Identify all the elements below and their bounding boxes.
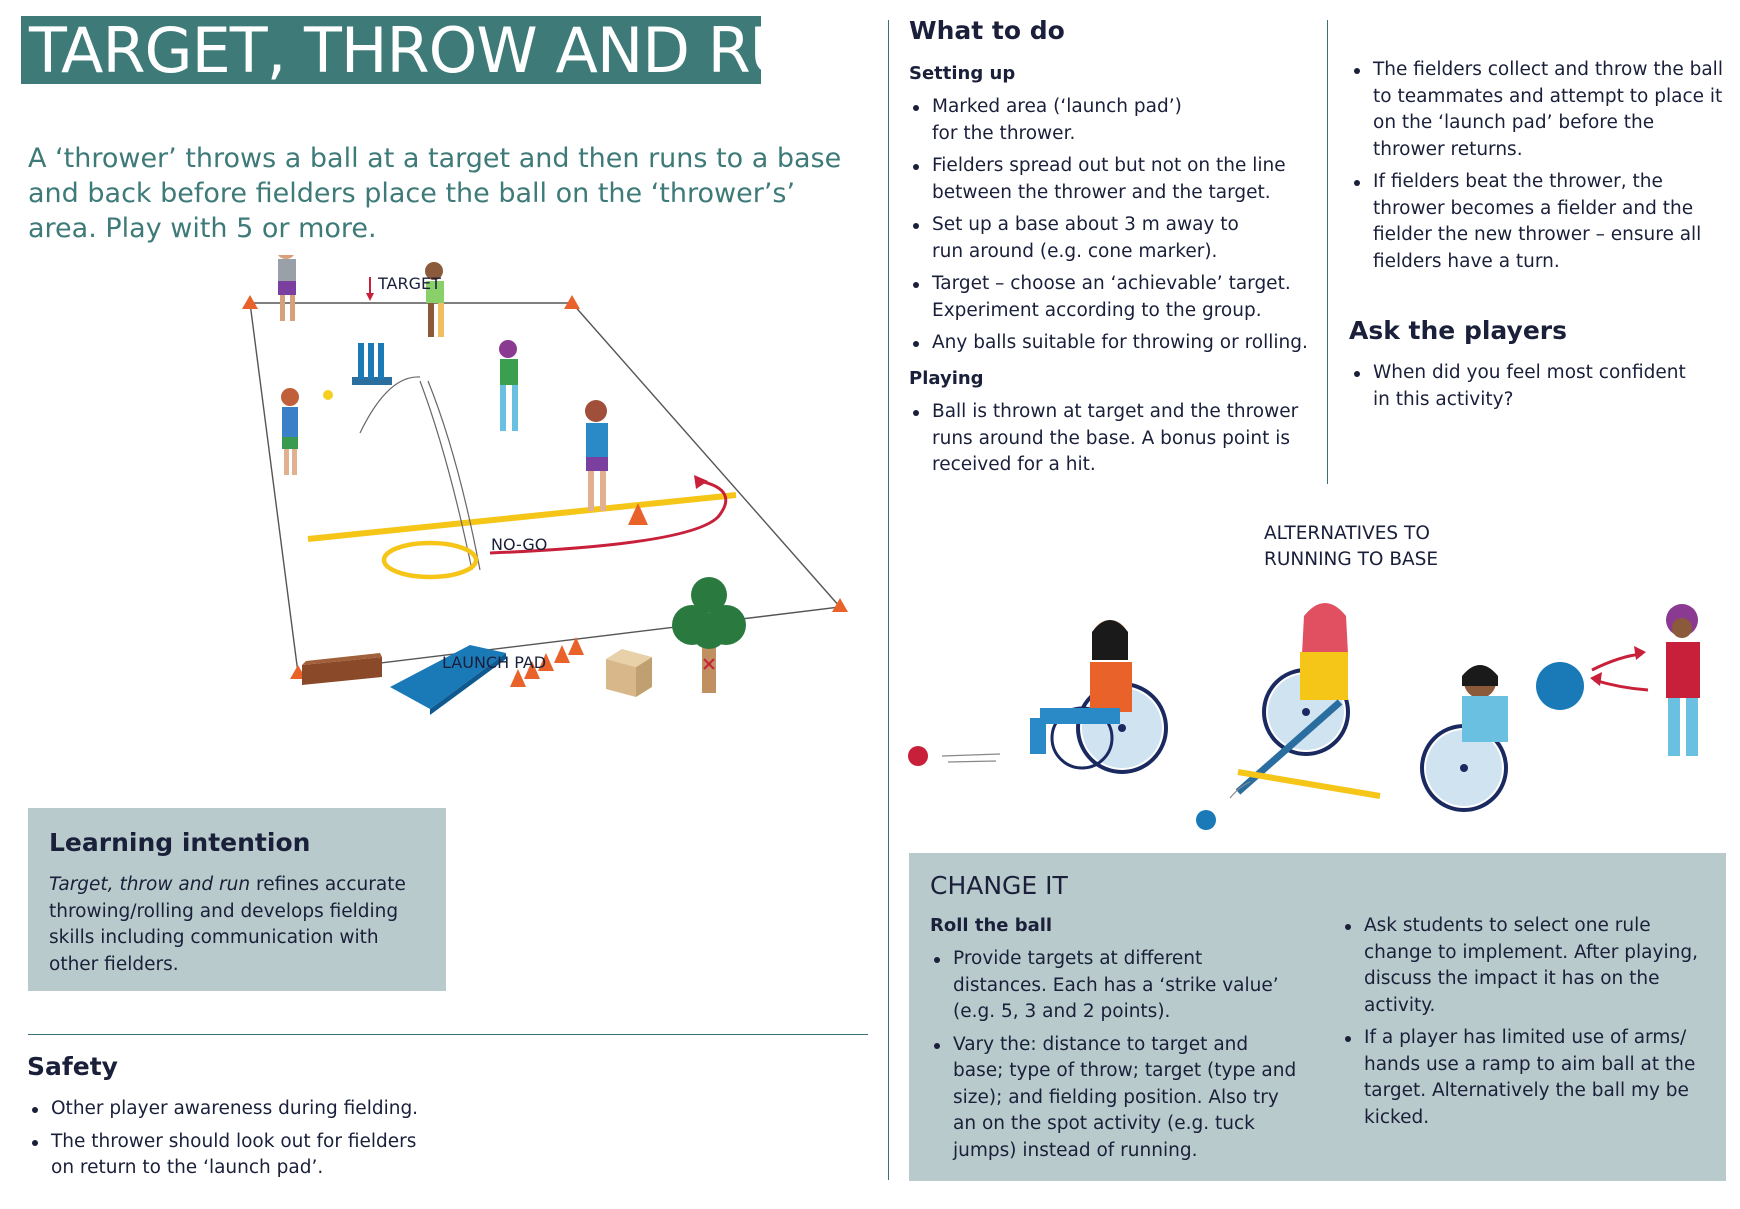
player-icon xyxy=(276,255,296,321)
activity-name: Target, throw and run xyxy=(49,874,251,895)
setup-item: Any balls suitable for throwing or rolling. xyxy=(909,330,1314,357)
learning-intention-body: refines accurate throwing/rolling and develops fielding skills including communication with other fielders. xyxy=(49,874,406,975)
setup-item: Marked area (‘launch pad’) for the thrower. xyxy=(909,94,1212,147)
setup-item: Fielders spread out but not on the line between the thrower and the target. xyxy=(909,153,1314,206)
safety-list xyxy=(28,1096,428,1188)
alternatives-illustration xyxy=(900,590,1740,840)
setup-item: Set up a base about 3 m away to run around (e.g. cone marker). xyxy=(909,212,1272,265)
page-title: TARGET, THROW AND RUN xyxy=(29,14,840,87)
title-banner xyxy=(21,14,840,87)
field-boundary xyxy=(250,303,840,673)
setting-up-list xyxy=(909,94,1314,363)
learning-intention-panel xyxy=(28,808,446,991)
setup-item: Target – choose an ‘achievable’ target. Experiment according to the group. xyxy=(909,271,1314,324)
launch-pad-label: LAUNCH PAD xyxy=(442,653,547,672)
what-to-do-list-cont xyxy=(1350,57,1728,281)
box-icon xyxy=(606,649,652,697)
ask-players-list xyxy=(1350,360,1700,419)
no-go-label: NO-GO xyxy=(491,535,548,554)
change-item: Provide targets at different distances. Each has a ‘strike value’ (e.g. 5, 3 and 2 points). xyxy=(930,946,1300,1026)
wheelchair-player-icon xyxy=(1422,604,1700,810)
bench-icon xyxy=(302,653,382,685)
ask-players-heading: Ask the players xyxy=(1349,316,1567,345)
alternatives-line-1: ALTERNATIVES TO xyxy=(1264,523,1430,544)
learning-intention-text xyxy=(49,872,419,978)
corner-cone-icon xyxy=(242,295,848,679)
target-label: TARGET xyxy=(378,274,441,293)
fielding-item: The fielders collect and throw the ball to teammates and attempt to place it on the ‘launch pad’ before the thrower returns. xyxy=(1350,57,1728,163)
target-icon xyxy=(352,277,392,385)
change-it-list-right xyxy=(1341,913,1701,1137)
no-go-line xyxy=(308,495,736,539)
safety-divider xyxy=(28,1034,868,1035)
roll-the-ball-heading: Roll the ball xyxy=(930,915,1053,936)
launch-pad-hoop xyxy=(384,543,476,577)
alternatives-label xyxy=(1264,521,1438,573)
playing-item: Ball is thrown at target and the thrower runs around the base. A bonus point is received for a hit. xyxy=(909,399,1309,479)
change-item: Ask students to select one rule change to implement. After playing, discuss the impact it has on the activity. xyxy=(1341,913,1701,1019)
what-to-do-heading: What to do xyxy=(909,16,1065,45)
safety-item: The thrower should look out for fielders on return to the ‘launch pad’. xyxy=(28,1129,428,1182)
tree-icon xyxy=(672,577,746,693)
fielding-item: If fielders beat the thrower, the thrower becomes a fielder and the fielder the new thrower – ensure all fielders have a turn. xyxy=(1350,169,1728,275)
column-divider xyxy=(1327,20,1328,484)
wheelchair-player-icon xyxy=(1196,603,1380,830)
change-item: Vary the: distance to target and base; type of throw; target (type and size); and fielding position. Also try an on the spot activity (e.g. tuck jumps) instead of running. xyxy=(930,1032,1300,1165)
field-diagram xyxy=(220,255,860,795)
center-divider xyxy=(888,20,889,1180)
change-it-heading: CHANGE IT xyxy=(930,871,1068,900)
player-icon xyxy=(281,388,333,475)
playing-heading: Playing xyxy=(909,368,984,389)
player-icon xyxy=(585,400,608,511)
player-icon xyxy=(499,340,518,431)
wheelchair-player-icon xyxy=(908,620,1166,772)
safety-heading: Safety xyxy=(27,1052,118,1081)
change-it-list-left xyxy=(930,946,1300,1170)
learning-intention-heading: Learning intention xyxy=(49,828,311,857)
setting-up-heading: Setting up xyxy=(909,63,1016,84)
change-item: If a player has limited use of arms/ hands use a ramp to aim ball at the target. Alternatively the ball my be kicked. xyxy=(1341,1025,1701,1131)
ask-item: When did you feel most confident in this activity? xyxy=(1350,360,1700,413)
change-it-panel xyxy=(909,853,1726,1181)
throw-path xyxy=(360,377,420,433)
playing-list xyxy=(909,399,1309,485)
safety-item: Other player awareness during fielding. xyxy=(28,1096,428,1123)
intro-text: A ‘thrower’ throws a ball at a target and then runs to a base and back before fielders place the ball on the ‘thrower’s’ area. Play with 5 or more. xyxy=(28,143,842,244)
alternatives-line-2: RUNNING TO BASE xyxy=(1264,549,1439,570)
